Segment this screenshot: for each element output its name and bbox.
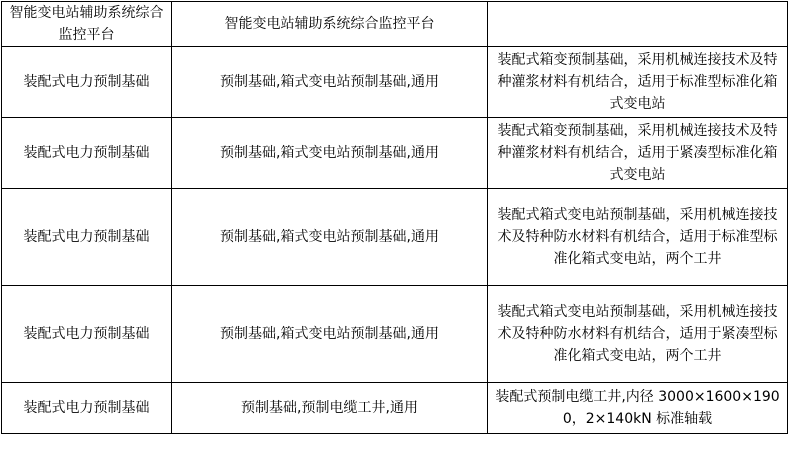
header-cell-1: 智能变电站辅助系统综合监控平台 bbox=[2, 2, 172, 47]
table-row bbox=[2, 383, 788, 434]
description-cell: 装配式箱变预制基础，采用机械连接技术及特种灌浆材料有机结合，适用于紧凑型标准化箱式变电站 bbox=[488, 118, 788, 189]
product-name-cell: 装配式电力预制基础 bbox=[2, 286, 172, 383]
product-name-cell: 装配式电力预制基础 bbox=[2, 189, 172, 286]
header-cell-3 bbox=[488, 2, 788, 47]
description-cell: 装配式箱式变电站预制基础，采用机械连接技术及特种防水材料有机结合，适用于标准型标准化箱式变电站，两个工井 bbox=[488, 189, 788, 286]
table-header-row bbox=[2, 2, 788, 47]
table-row bbox=[2, 47, 788, 118]
category-cell: 预制基础,预制电缆工井,通用 bbox=[172, 383, 488, 434]
category-cell: 预制基础,箱式变电站预制基础,通用 bbox=[172, 286, 488, 383]
table-row bbox=[2, 189, 788, 286]
product-name-cell: 装配式电力预制基础 bbox=[2, 47, 172, 118]
table-row bbox=[2, 286, 788, 383]
product-name-cell: 装配式电力预制基础 bbox=[2, 118, 172, 189]
category-cell: 预制基础,箱式变电站预制基础,通用 bbox=[172, 118, 488, 189]
product-name-cell: 装配式电力预制基础 bbox=[2, 383, 172, 434]
description-cell: 装配式箱式变电站预制基础，采用机械连接技术及特种防水材料有机结合，适用于紧凑型标准化箱式变电站，两个工井 bbox=[488, 286, 788, 383]
header-cell-2: 智能变电站辅助系统综合监控平台 bbox=[172, 2, 488, 47]
table-row bbox=[2, 118, 788, 189]
description-cell: 装配式箱变预制基础，采用机械连接技术及特种灌浆材料有机结合，适用于标准型标准化箱式变电站 bbox=[488, 47, 788, 118]
product-table bbox=[1, 1, 788, 434]
description-cell: 装配式预制电缆工井,内径 3000×1600×1900，2×140kN 标准轴载 bbox=[488, 383, 788, 434]
category-cell: 预制基础,箱式变电站预制基础,通用 bbox=[172, 189, 488, 286]
category-cell: 预制基础,箱式变电站预制基础,通用 bbox=[172, 47, 488, 118]
